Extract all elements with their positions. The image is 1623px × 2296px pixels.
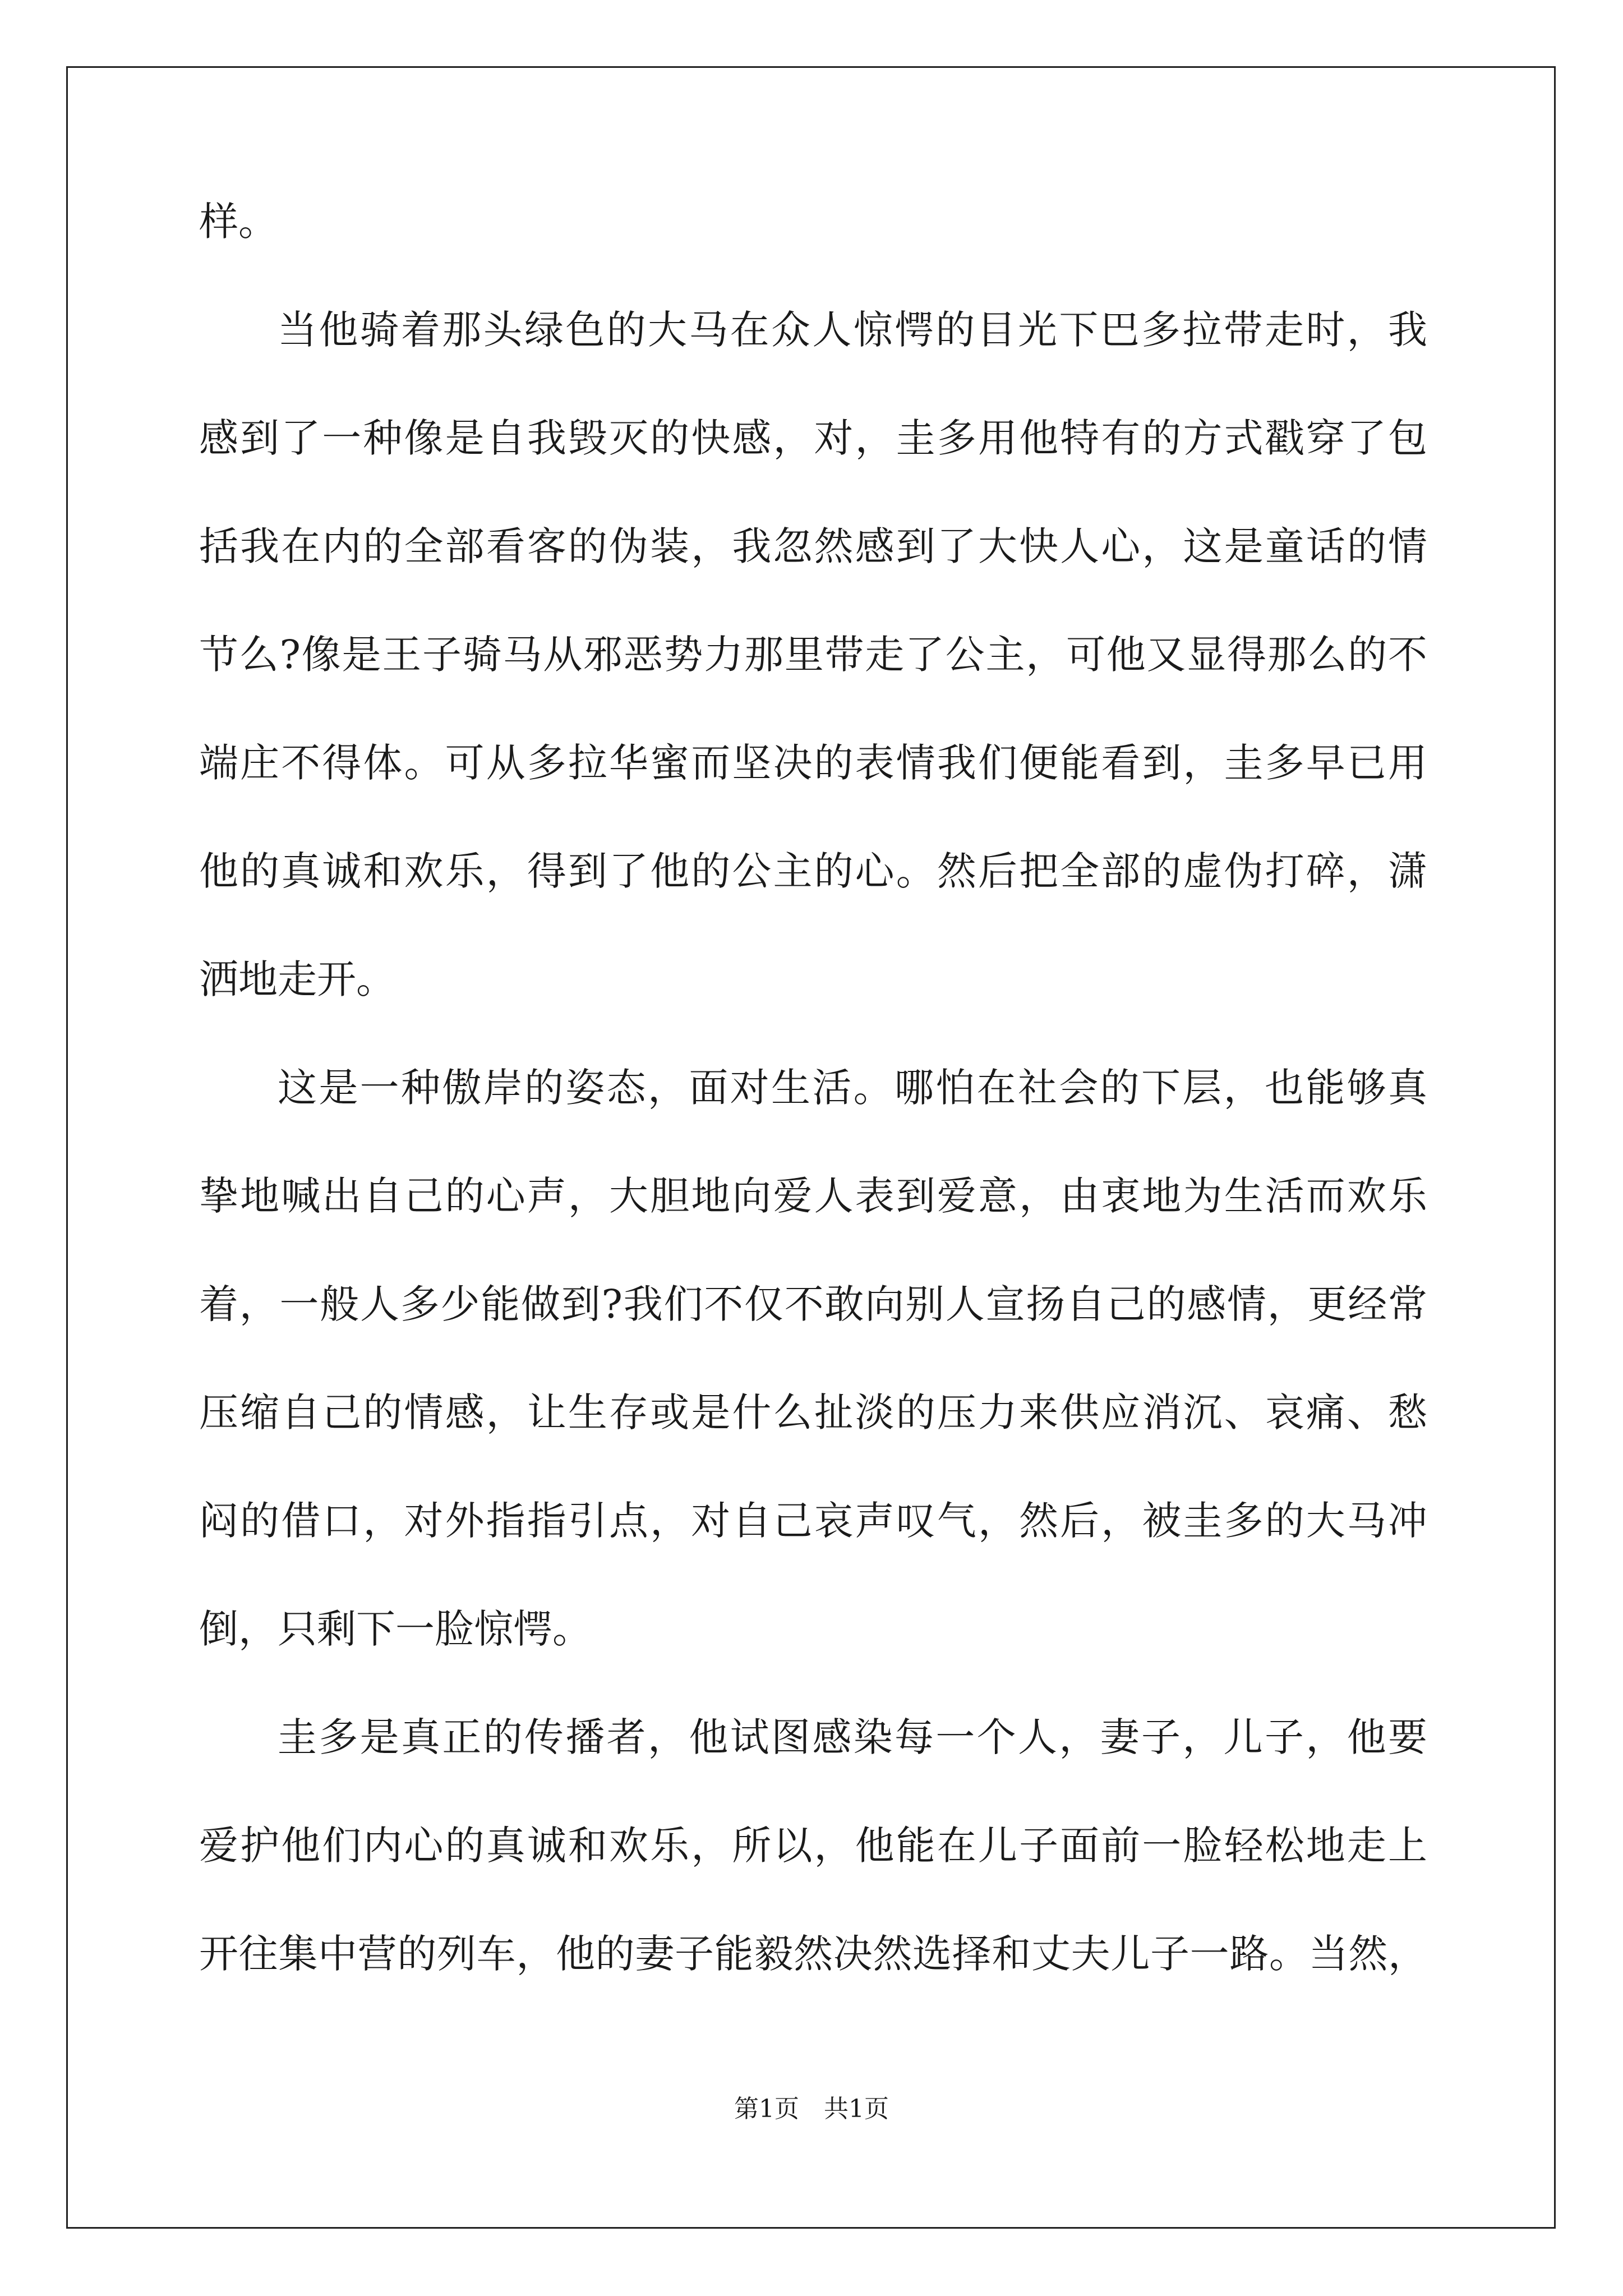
- text-line: 他的真诚和欢乐，得到了他的公主的心。然后把全部的虚伪打碎，潇: [199, 848, 1427, 894]
- document-body: [199, 199, 1427, 2042]
- text-line: 着，一般人多少能做到?我们不仅不敢向别人宣扬自己的感情，更经常: [199, 1281, 1427, 1327]
- text-line: 当他骑着那头绿色的大马在众人惊愕的目光下巴多拉带走时，我: [278, 307, 1427, 353]
- text-line: 样。: [199, 199, 278, 245]
- text-line: 挚地喊出自己的心声，大胆地向爱人表到爱意，由衷地为生活而欢乐: [199, 1173, 1427, 1219]
- text-line: 端庄不得体。可从多拉华蜜而坚决的表情我们便能看到，圭多早已用: [199, 740, 1427, 786]
- text-line: 感到了一种像是自我毁灭的快感，对，圭多用他特有的方式戳穿了包: [199, 415, 1427, 461]
- text-line: 压缩自己的情感，让生存或是什么扯淡的压力来供应消沉、哀痛、愁: [199, 1389, 1427, 1435]
- text-line: 倒，只剩下一脸惊愕。: [199, 1606, 592, 1652]
- text-line: 闷的借口，对外指指引点，对自己哀声叹气，然后，被圭多的大马冲: [199, 1498, 1427, 1544]
- text-line: 这是一种傲岸的姿态，面对生活。哪怕在社会的下层，也能够真: [278, 1065, 1427, 1111]
- text-line: 节么?像是王子骑马从邪恶势力那里带走了公主，可他又显得那么的不: [199, 632, 1427, 678]
- text-line: 爱护他们内心的真诚和欢乐，所以，他能在儿子面前一脸轻松地走上: [199, 1823, 1427, 1869]
- text-line: 括我在内的全部看客的伪装，我忽然感到了大快人心，这是童话的情: [199, 523, 1427, 569]
- page-footer: 第1页 共1页: [734, 2095, 889, 2123]
- text-line: 圭多是真正的传播者，他试图感染每一个人，妻子，儿子，他要: [278, 1714, 1427, 1760]
- text-line: 开往集中营的列车，他的妻子能毅然决然选择和丈夫儿子一路。当然，: [199, 1931, 1427, 1977]
- text-line: 洒地走开。: [199, 956, 395, 1002]
